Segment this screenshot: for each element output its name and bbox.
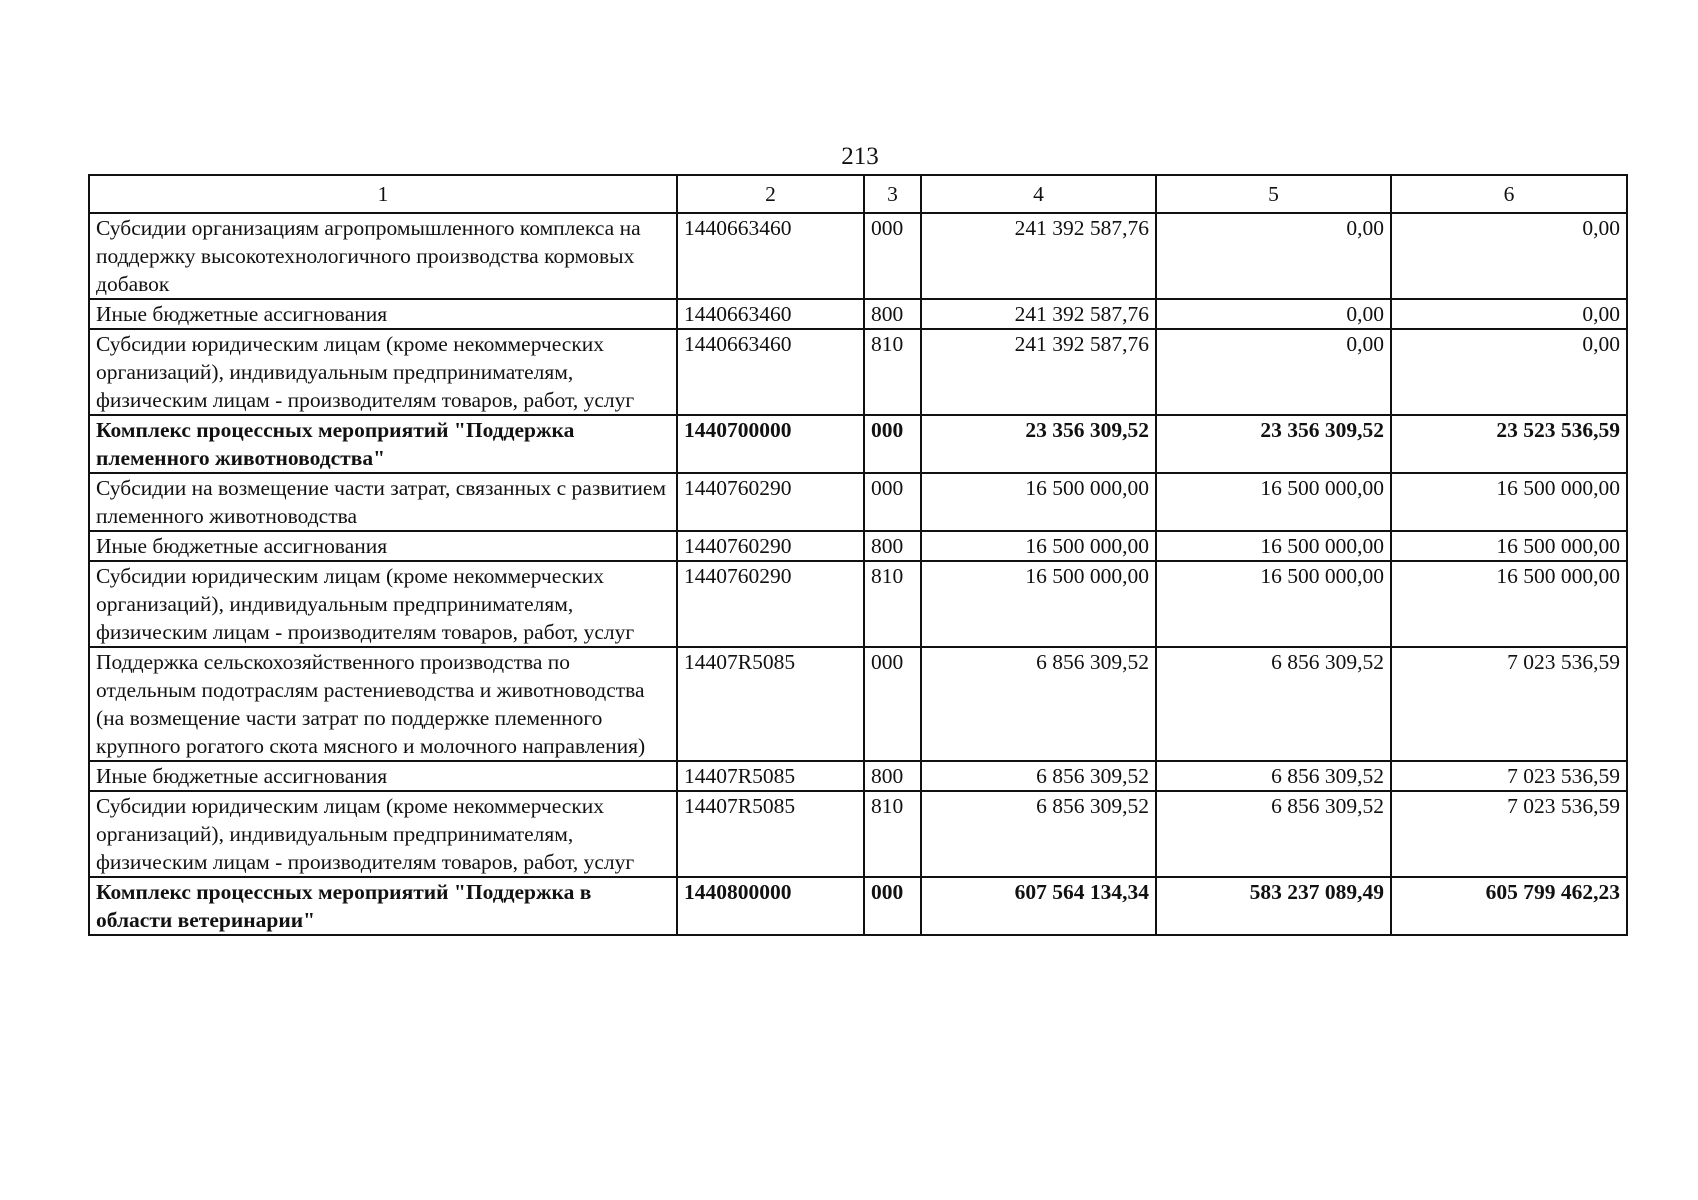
row-value-col4: 16 500 000,00 [921, 473, 1156, 531]
row-value-col6: 16 500 000,00 [1391, 473, 1627, 531]
row-value-col6: 0,00 [1391, 299, 1627, 329]
row-code: 1440800000 [677, 877, 864, 935]
row-value-col6: 7 023 536,59 [1391, 647, 1627, 761]
row-code: 1440760290 [677, 561, 864, 647]
row-name: Иные бюджетные ассигнования [89, 531, 677, 561]
table-row [89, 299, 1627, 329]
row-type: 800 [864, 761, 921, 791]
row-value-col5: 23 356 309,52 [1156, 415, 1391, 473]
row-value-col5: 6 856 309,52 [1156, 761, 1391, 791]
row-value-col4: 23 356 309,52 [921, 415, 1156, 473]
row-name: Субсидии организациям агропромышленного комплекса на поддержку высокотехнологичного производства кормовых добавок [89, 213, 677, 299]
table-row [89, 761, 1627, 791]
row-name: Субсидии юридическим лицам (кроме некоммерческих организаций), индивидуальным предпринимателям, физическим лицам - производителям товаров, работ, услуг [89, 791, 677, 877]
row-type: 810 [864, 329, 921, 415]
table-body [89, 213, 1627, 935]
budget-table [88, 174, 1628, 936]
header-col-6: 6 [1391, 175, 1627, 213]
row-value-col5: 0,00 [1156, 213, 1391, 299]
row-type: 810 [864, 791, 921, 877]
row-value-col4: 6 856 309,52 [921, 791, 1156, 877]
row-code: 1440663460 [677, 299, 864, 329]
row-value-col5: 16 500 000,00 [1156, 531, 1391, 561]
row-value-col5: 16 500 000,00 [1156, 473, 1391, 531]
row-value-col4: 16 500 000,00 [921, 561, 1156, 647]
row-name: Поддержка сельскохозяйственного производства по отдельным подотраслям растениеводства и животноводства (на возмещение части затрат по поддержке племенного крупного рогатого скота мясного и молочного направления) [89, 647, 677, 761]
row-value-col6: 16 500 000,00 [1391, 531, 1627, 561]
page-number: 213 [841, 143, 879, 170]
row-code: 1440663460 [677, 213, 864, 299]
row-value-col5: 6 856 309,52 [1156, 647, 1391, 761]
row-value-col6: 605 799 462,23 [1391, 877, 1627, 935]
row-value-col6: 7 023 536,59 [1391, 791, 1627, 877]
header-col-4: 4 [921, 175, 1156, 213]
table-row [89, 561, 1627, 647]
row-type: 000 [864, 415, 921, 473]
row-type: 000 [864, 473, 921, 531]
table-row [89, 531, 1627, 561]
row-value-col5: 583 237 089,49 [1156, 877, 1391, 935]
header-row [89, 175, 1627, 213]
row-value-col4: 241 392 587,76 [921, 329, 1156, 415]
row-name: Комплекс процессных мероприятий "Поддержка племенного животноводства" [89, 415, 677, 473]
row-type: 000 [864, 877, 921, 935]
row-value-col6: 23 523 536,59 [1391, 415, 1627, 473]
row-value-col4: 16 500 000,00 [921, 531, 1156, 561]
row-code: 1440760290 [677, 473, 864, 531]
header-col-3: 3 [864, 175, 921, 213]
row-name: Иные бюджетные ассигнования [89, 761, 677, 791]
row-value-col4: 607 564 134,34 [921, 877, 1156, 935]
row-value-col5: 6 856 309,52 [1156, 791, 1391, 877]
table-row [89, 329, 1627, 415]
header-col-5: 5 [1156, 175, 1391, 213]
row-code: 14407R5085 [677, 791, 864, 877]
table-row [89, 647, 1627, 761]
row-type: 800 [864, 531, 921, 561]
row-code: 1440760290 [677, 531, 864, 561]
row-value-col5: 0,00 [1156, 329, 1391, 415]
table-row [89, 473, 1627, 531]
row-value-col6: 7 023 536,59 [1391, 761, 1627, 791]
header-col-1: 1 [89, 175, 677, 213]
row-value-col6: 0,00 [1391, 213, 1627, 299]
row-name: Субсидии юридическим лицам (кроме некоммерческих организаций), индивидуальным предпринимателям, физическим лицам - производителям товаров, работ, услуг [89, 561, 677, 647]
row-type: 800 [864, 299, 921, 329]
row-type: 000 [864, 213, 921, 299]
row-value-col6: 0,00 [1391, 329, 1627, 415]
header-col-2: 2 [677, 175, 864, 213]
row-type: 000 [864, 647, 921, 761]
row-name: Иные бюджетные ассигнования [89, 299, 677, 329]
row-name: Субсидии на возмещение части затрат, связанных с развитием племенного животноводства [89, 473, 677, 531]
row-value-col4: 241 392 587,76 [921, 213, 1156, 299]
row-value-col4: 241 392 587,76 [921, 299, 1156, 329]
row-code: 14407R5085 [677, 647, 864, 761]
row-code: 14407R5085 [677, 761, 864, 791]
row-value-col6: 16 500 000,00 [1391, 561, 1627, 647]
row-code: 1440700000 [677, 415, 864, 473]
row-value-col4: 6 856 309,52 [921, 761, 1156, 791]
row-code: 1440663460 [677, 329, 864, 415]
row-value-col4: 6 856 309,52 [921, 647, 1156, 761]
row-value-col5: 0,00 [1156, 299, 1391, 329]
table-row [89, 213, 1627, 299]
row-type: 810 [864, 561, 921, 647]
table-row [89, 415, 1627, 473]
table-row [89, 791, 1627, 877]
row-value-col5: 16 500 000,00 [1156, 561, 1391, 647]
row-name: Субсидии юридическим лицам (кроме некоммерческих организаций), индивидуальным предпринимателям, физическим лицам - производителям товаров, работ, услуг [89, 329, 677, 415]
row-name: Комплекс процессных мероприятий "Поддержка в области ветеринарии" [89, 877, 677, 935]
table-row [89, 877, 1627, 935]
